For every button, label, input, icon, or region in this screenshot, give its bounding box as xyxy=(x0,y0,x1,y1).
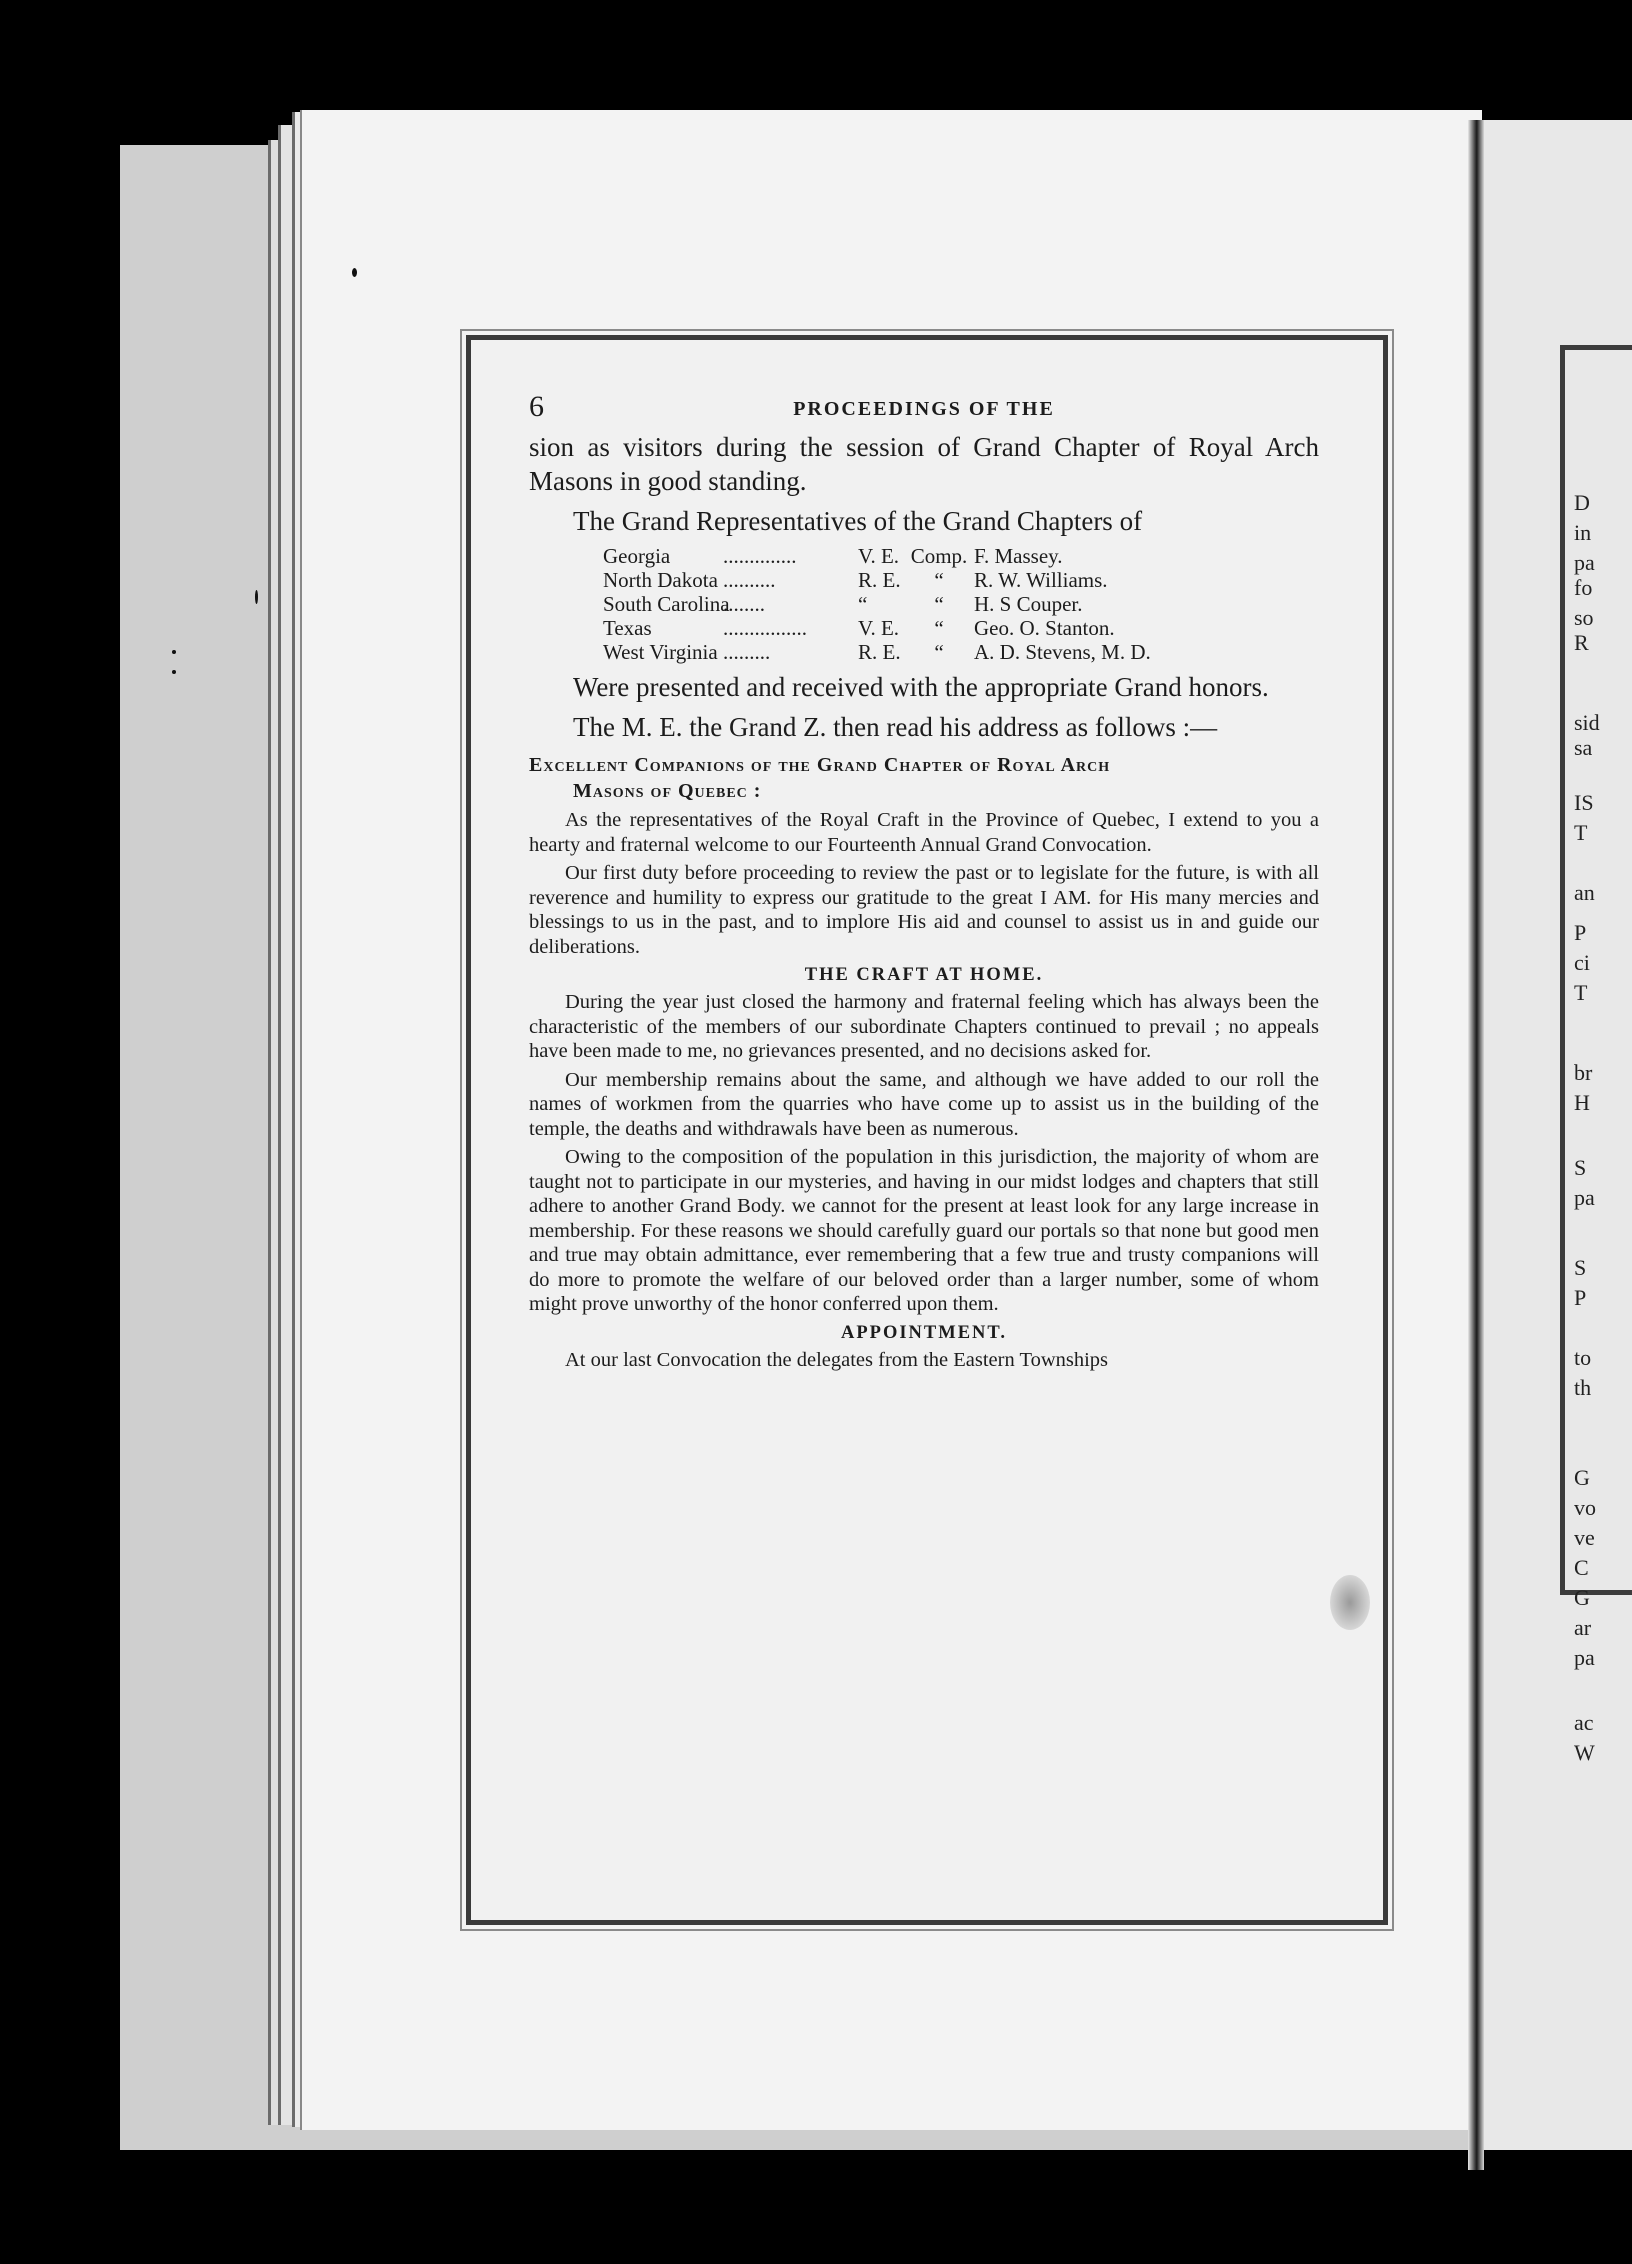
rep-name: A. D. Stevens, M. D. xyxy=(974,640,1151,664)
paragraph-harmony: During the year just closed the harmony and fraternal feeling which has always been the characteristic of the members of our subordinate Chapters continued to prevail ; no appeals have been made to me, no grievances presented, and no decisions asked for. xyxy=(529,991,1319,1062)
right-page xyxy=(1484,120,1632,2150)
rep-comp: “ xyxy=(934,592,944,616)
right-page-fragment: D xyxy=(1574,490,1590,515)
right-page-fragment: br xyxy=(1574,1060,1593,1085)
rep-name: H. S Couper. xyxy=(974,592,1083,616)
paragraph-population: Owing to the composition of the population in this jurisdiction, the majority of whom are taught not to participate in our mysteries, and having in our midst lodges and chapters that still adhere to another Grand Body. we cannot for the present at least look for any large increase in membership. For these reasons we should carefully guard our portals so that none but good men and true may obtain admittance, ever remembering that a few true and trusty companions will do more to promote the welfare of our beloved order than a larger number, some of whom might prove unworthy of the honor conferred upon them. xyxy=(529,1146,1319,1315)
right-page-fragment: ci xyxy=(1574,950,1590,975)
rep-state: Georgia xyxy=(603,544,671,568)
rep-comp: “ xyxy=(934,616,944,640)
right-page-fragment: an xyxy=(1574,880,1595,905)
scan-speck xyxy=(352,268,357,277)
section-heading-craft-at-home: THE CRAFT AT HOME. xyxy=(804,965,1044,985)
representative-row xyxy=(603,592,1319,616)
right-page-fragment: sa xyxy=(1574,735,1593,760)
rep-name: R. W. Williams. xyxy=(974,568,1108,592)
representative-row xyxy=(603,544,1319,568)
scan-smudge xyxy=(1330,1575,1370,1630)
right-page-fragment: pa xyxy=(1574,1185,1595,1210)
right-page-fragment: T xyxy=(1574,820,1588,845)
salutation-line-2: Masons of Quebec : xyxy=(573,780,762,802)
right-page-fragment: so xyxy=(1574,605,1594,630)
right-page-fragment: pa xyxy=(1574,550,1595,575)
rep-dots: .............. xyxy=(723,544,797,568)
representatives-list xyxy=(603,544,1319,664)
right-page-fragment: P xyxy=(1574,1285,1587,1310)
rep-state: Texas xyxy=(603,616,652,640)
right-page-fragment: S xyxy=(1574,1155,1587,1180)
rep-dots: .......... xyxy=(723,568,776,592)
right-page-fragment: P xyxy=(1574,920,1587,945)
right-page-fragment: ar xyxy=(1574,1615,1592,1640)
scan-speck xyxy=(172,650,176,654)
right-page-fragment: IS xyxy=(1574,790,1594,815)
page-number: 6 xyxy=(529,390,544,423)
salutation-line-1: Excellent Companions of the Grand Chapter of Royal Arch xyxy=(529,754,1111,776)
rep-rank: R. E. xyxy=(858,568,901,592)
right-page-fragment: T xyxy=(1574,980,1588,1005)
right-page-fragment: S xyxy=(1574,1255,1587,1280)
paragraph-membership: Our membership remains about the same, and although we have added to our roll the names of workmen from the quarries who have come up to assist us in the building of the temple, the deaths and withdrawals have been as numerous. xyxy=(529,1068,1319,1140)
rep-comp: Comp. xyxy=(910,544,968,568)
paragraph-convocation: At our last Convocation the delegates from the Eastern Townships xyxy=(565,1348,1109,1371)
rep-dots: ......... xyxy=(723,640,771,664)
rep-state: West Virginia xyxy=(603,640,718,664)
right-page-fragment: to xyxy=(1574,1345,1592,1370)
rep-name: F. Massey. xyxy=(974,544,1063,568)
running-head-title: PROCEEDINGS OF THE xyxy=(793,398,1055,420)
right-page-fragment: R xyxy=(1574,630,1589,655)
book-gutter xyxy=(1468,120,1484,2170)
rep-comp: “ xyxy=(934,640,944,664)
right-page-fragment: C xyxy=(1574,1555,1589,1580)
rep-rank: V. E. xyxy=(858,544,900,568)
continuation-paragraph: sion as visitors during the session of Grand Chapter of Royal Arch Masons in good standing. xyxy=(529,432,1319,496)
scan-speck xyxy=(255,590,258,604)
rep-dots: ................ xyxy=(723,616,807,640)
right-page-fragment: ve xyxy=(1574,1525,1595,1550)
right-page-fragment: vo xyxy=(1574,1495,1596,1520)
right-page-fragment: ac xyxy=(1574,1710,1594,1735)
right-page-fragment: H xyxy=(1574,1090,1590,1115)
right-page-fragment: G xyxy=(1574,1465,1590,1490)
rep-dots: ........ xyxy=(723,592,765,616)
right-page-fragment: sid xyxy=(1574,710,1600,735)
right-page-fragment: G xyxy=(1574,1585,1590,1610)
right-page-fragment: fo xyxy=(1574,575,1593,600)
scan-speck xyxy=(172,670,176,674)
representative-row xyxy=(603,568,1319,592)
rep-rank: R. E. xyxy=(858,640,901,664)
running-head xyxy=(529,390,1319,430)
paragraph-first-duty: Our first duty before proceeding to review the past or to legislate for the future, is with all reverence and humility to express our gratitude to the great I AM. for His many mercies and blessings to us in the past, and to implore His aid and counsel to assist us in and guide our deliberations. xyxy=(529,862,1319,958)
salutation xyxy=(529,752,1319,804)
right-page-border xyxy=(1560,345,1632,1595)
address-intro: The M. E. the Grand Z. then read his address as follows :— xyxy=(573,712,1218,742)
right-page-fragment: in xyxy=(1574,520,1592,545)
right-page-fragment: th xyxy=(1574,1375,1592,1400)
paragraph-welcome: As the representatives of the Royal Craft in the Province of Quebec, I extend to you a hearty and fraternal welcome to our Fourteenth Annual Grand Convocation. xyxy=(529,809,1319,856)
rep-state: South Carolina xyxy=(603,592,730,616)
text-block-border xyxy=(466,335,1388,1925)
right-page-fragment: pa xyxy=(1574,1645,1595,1670)
representative-row xyxy=(603,640,1319,664)
rep-name: Geo. O. Stanton. xyxy=(974,616,1115,640)
rep-rank: “ xyxy=(858,592,868,616)
rep-state: North Dakota xyxy=(603,568,718,592)
rep-comp: “ xyxy=(934,568,944,592)
representatives-intro: The Grand Representatives of the Grand Chapters of xyxy=(573,506,1143,536)
page-content xyxy=(529,390,1319,1372)
right-page-fragment: W xyxy=(1574,1740,1595,1765)
representative-row xyxy=(603,616,1319,640)
presented-paragraph: Were presented and received with the appropriate Grand honors. xyxy=(573,672,1269,702)
rep-rank: V. E. xyxy=(858,616,900,640)
section-heading-appointment: APPOINTMENT. xyxy=(840,1322,1007,1343)
